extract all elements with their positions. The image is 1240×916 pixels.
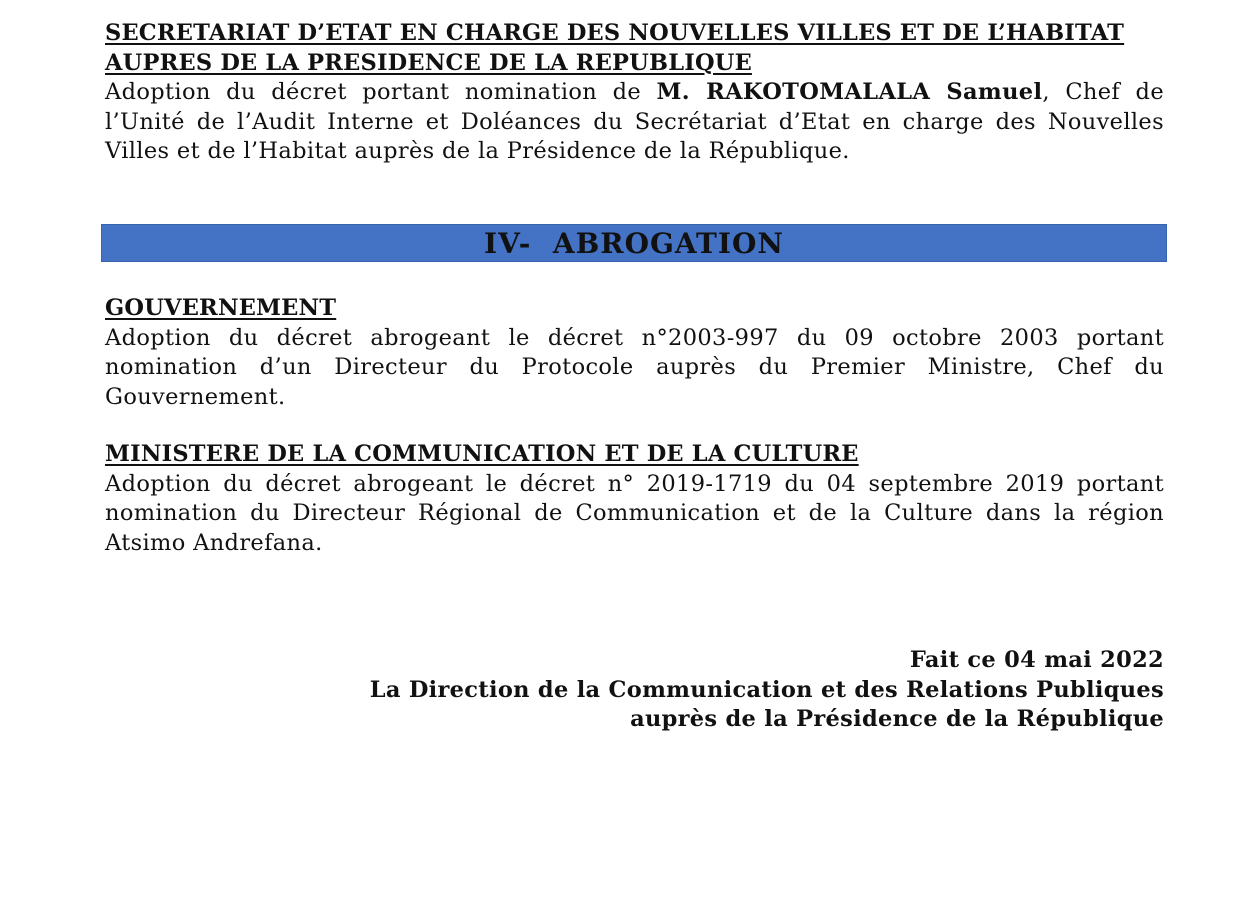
section-paragraph: Adoption du décret abrogeant le décret n°2003-997 du 09 octobre 2003 portant nomination d’un Directeur du Protocole auprès du Premier Ministre, Chef du Gouvernement.	[105, 324, 1164, 410]
section-heading: GOUVERNEMENT	[105, 295, 337, 321]
signature-org: auprès de la Présidence de la République	[630, 706, 1164, 732]
signature-block	[370, 646, 1164, 735]
signature-date: Fait ce 04 mai 2022	[909, 647, 1164, 673]
section-heading: SECRETARIAT D’ETAT EN CHARGE DES NOUVELLES VILLES ET DE L’HABITAT	[105, 20, 1125, 46]
banner-title: IV- ABROGATION	[484, 226, 784, 260]
section-paragraph	[105, 78, 1164, 167]
nominee-name: M. RAKOTOMALALA Samuel	[656, 79, 1043, 105]
paragraph-text: , Chef de l’Unité de l’Audit Interne et Doléances du Secrétariat d’Etat en charge des Nouvelles Villes et de l’Habitat auprès de la Présidence de la République.	[105, 79, 1164, 164]
paragraph-text: Adoption du décret portant nomination de	[105, 79, 657, 105]
signature-org: La Direction de la Communication et des Relations Publiques	[369, 676, 1164, 703]
section-banner	[101, 224, 1167, 262]
section-heading: MINISTERE DE LA COMMUNICATION ET DE LA CULTURE	[105, 441, 859, 467]
section-heading: AUPRES DE LA PRESIDENCE DE LA REPUBLIQUE	[105, 49, 752, 76]
section-communication	[105, 440, 1164, 558]
section-paragraph: Adoption du décret abrogeant le décret n° 2019-1719 du 04 septembre 2019 portant nomination du Directeur Régional de Communication et de la Culture dans la région Atsimo Andrefana.	[105, 470, 1164, 556]
section-gouvernement	[105, 294, 1164, 412]
section-secretariat	[105, 19, 1164, 167]
